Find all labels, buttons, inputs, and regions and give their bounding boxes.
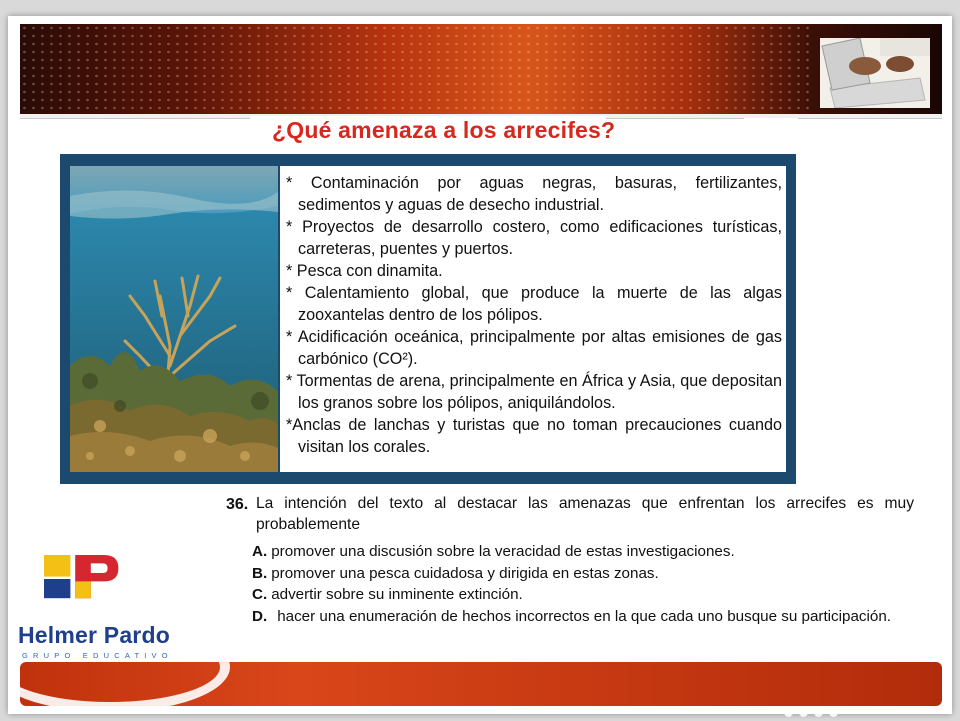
option-letter: D. bbox=[252, 607, 268, 625]
option-c[interactable] bbox=[252, 584, 916, 606]
logo-name: Helmer Pardo bbox=[18, 622, 170, 648]
option-text: hacer una enumeración de hechos incorrectos en la que cada uno busque su participación. bbox=[277, 607, 891, 625]
footer-bar bbox=[20, 662, 942, 706]
threat-item: * Proyectos de desarrollo costero, como edificaciones turísticas, carreteras, puentes y puertos. bbox=[286, 218, 782, 258]
option-text: promover una discusión sobre la veracidad de estas investigaciones. bbox=[271, 543, 735, 560]
option-d[interactable] bbox=[252, 606, 916, 628]
coral-reef-photo bbox=[70, 166, 278, 472]
threat-item: * Pesca con dinamita. bbox=[286, 262, 443, 280]
dot bbox=[814, 708, 823, 717]
threat-item: * Calentamiento global, que produce la muerte de las algas zooxantelas dentro de los pólipos. bbox=[286, 284, 782, 324]
dot bbox=[799, 708, 808, 717]
option-a[interactable] bbox=[252, 541, 916, 563]
threat-item: * Contaminación por aguas negras, basuras, fertilizantes, sedimentos y aguas de desecho industrial. bbox=[286, 174, 782, 214]
option-letter: A. bbox=[252, 543, 268, 560]
threats-list bbox=[280, 166, 786, 458]
dot bbox=[784, 708, 793, 717]
option-b[interactable] bbox=[252, 563, 916, 585]
option-text: promover una pesca cuidadosa y dirigida en estas zonas. bbox=[271, 564, 659, 582]
page-title: ¿Qué amenaza a los arrecifes? bbox=[272, 117, 616, 143]
threats-textbox bbox=[280, 166, 786, 472]
question-number: 36. bbox=[226, 496, 249, 513]
coral-reef-illustration bbox=[70, 166, 278, 472]
logo-subtitle: GRUPO EDUCATIVO bbox=[22, 651, 173, 660]
answer-options bbox=[252, 541, 916, 627]
title-side-box bbox=[744, 118, 798, 146]
dot bbox=[829, 708, 838, 717]
laptop-hands-image bbox=[820, 38, 930, 108]
banner-dot-pattern bbox=[20, 24, 812, 114]
threat-item: * Tormentas de arena, principalmente en África y Asia, que depositan los granos sobre los pólipos, aniquilándolos. bbox=[286, 372, 782, 412]
threat-item: *Anclas de lanchas y turistas que no toman precauciones cuando visitan los corales. bbox=[286, 416, 782, 456]
option-letter: B. bbox=[252, 564, 268, 582]
footer-dots bbox=[784, 702, 844, 721]
threat-item: * Acidificación oceánica, principalmente por altas emisiones de gas carbónico (CO²). bbox=[286, 328, 782, 368]
option-letter: C. bbox=[252, 586, 268, 603]
header-banner bbox=[20, 24, 942, 114]
option-text: advertir sobre su inminente extinción. bbox=[271, 586, 523, 603]
helmer-pardo-logo bbox=[44, 552, 140, 624]
footer-swoosh bbox=[20, 662, 230, 706]
question-text: La intención del texto al destacar las amenazas que enfrentan los arrecifes es muy probablemente bbox=[256, 495, 914, 533]
